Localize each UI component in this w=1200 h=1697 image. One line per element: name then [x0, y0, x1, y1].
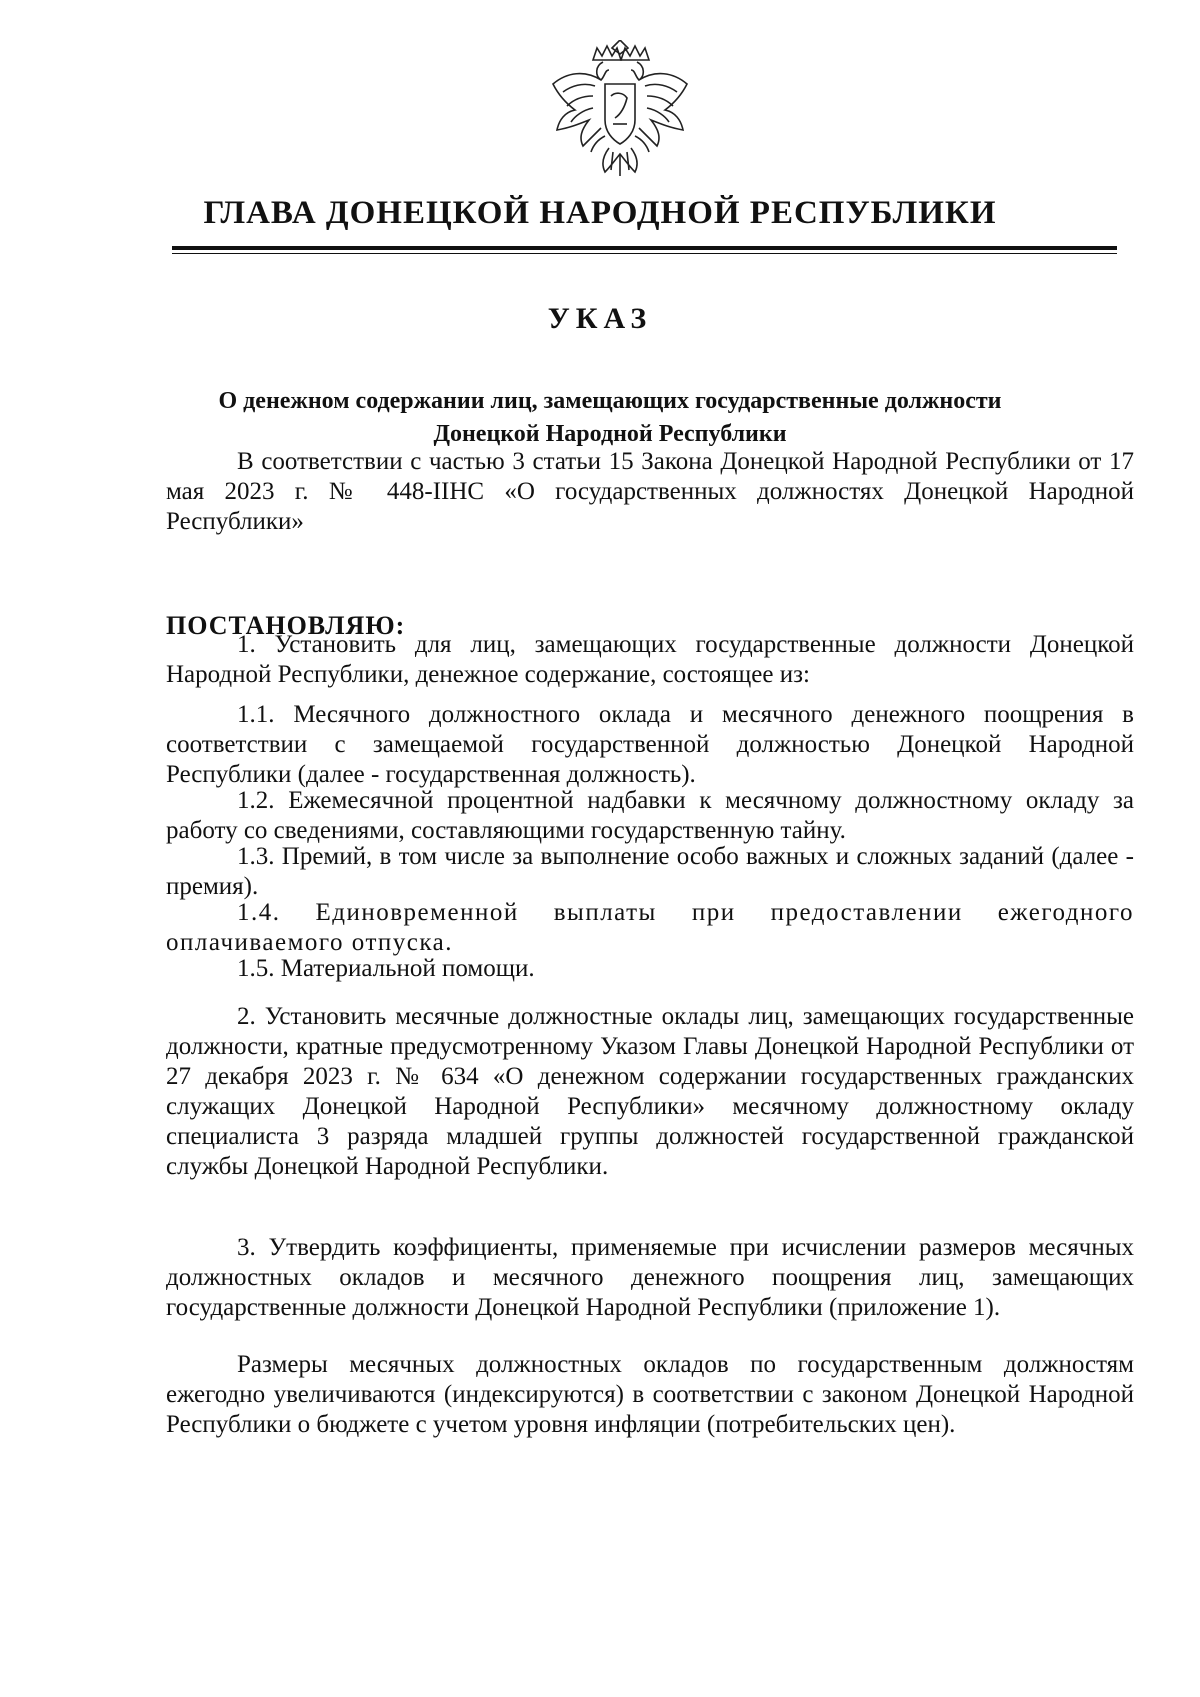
subject-line-1: О денежном содержании лиц, замещающих государственные должности	[218, 388, 1002, 414]
organization-title: ГЛАВА ДОНЕЦКОЙ НАРОДНОЙ РЕСПУБЛИКИ	[203, 195, 997, 231]
paragraph-1: 1. Установить для лиц, замещающих государственные должности Донецкой Народной Республики, денежное содержание, состоящее из:	[166, 631, 1134, 688]
paragraph-1-2: 1.2. Ежемесячной процентной надбавки к месячному должностному окладу за работу со сведениями, составляющими государственную тайну.	[166, 787, 1134, 844]
paragraph-2: 2. Установить месячные должностные оклады лиц, замещающих государственные должности, кратные предусмотренному Указом Главы Донецкой Народной Республики от 27 декабря 2023 г. № 634 «О денежном содержании государственных гражданских служащих Донецкой Народной Республики» месячному должностному окладу специалиста 3 разряда младшей группы должностей государственной гражданской службы Донецкой Народной Республики.	[166, 1003, 1134, 1180]
subject-line-2: Донецкой Народной Республики	[433, 421, 787, 447]
header-divider-thin	[172, 253, 1117, 254]
coat-of-arms-icon	[545, 40, 695, 190]
paragraph-1-4: 1.4. Единовременной выплаты при предоставлении ежегодного оплачиваемого отпуска.	[166, 899, 1134, 956]
paragraph-3: 3. Утвердить коэффициенты, применяемые при исчислении размеров месячных должностных окладов и месячного денежного поощрения лиц, замещающих государственные должности Донецкой Народной Республики (приложение 1).	[166, 1234, 1134, 1321]
preamble: В соответствии с частью 3 статьи 15 Закона Донецкой Народной Республики от 17 мая 2023 г. № 448-IIНС «О государственных должностях Донецкой Народной Республики»	[166, 448, 1134, 535]
decree-word: ПОСТАНОВЛЯЮ:	[166, 611, 406, 640]
document-subject	[170, 385, 1050, 451]
paragraph-1-3: 1.3. Премий, в том числе за выполнение особо важных и сложных заданий (далее - премия).	[166, 843, 1134, 900]
header-divider-thick	[172, 246, 1117, 250]
paragraph-1-5: 1.5. Материальной помощи.	[237, 955, 535, 982]
paragraph-1-1: 1.1. Месячного должностного оклада и месячного денежного поощрения в соответствии с замещаемой государственной должностью Донецкой Народной Республики (далее - государственная должность).	[166, 701, 1134, 788]
paragraph-3-continuation: Размеры месячных должностных окладов по государственным должностям ежегодно увеличиваются (индексируются) в соответствии с законом Донецкой Народной Республики о бюджете с учетом уровня инфляции (потребительских цен).	[166, 1351, 1134, 1438]
document-type: УКАЗ	[547, 302, 653, 335]
